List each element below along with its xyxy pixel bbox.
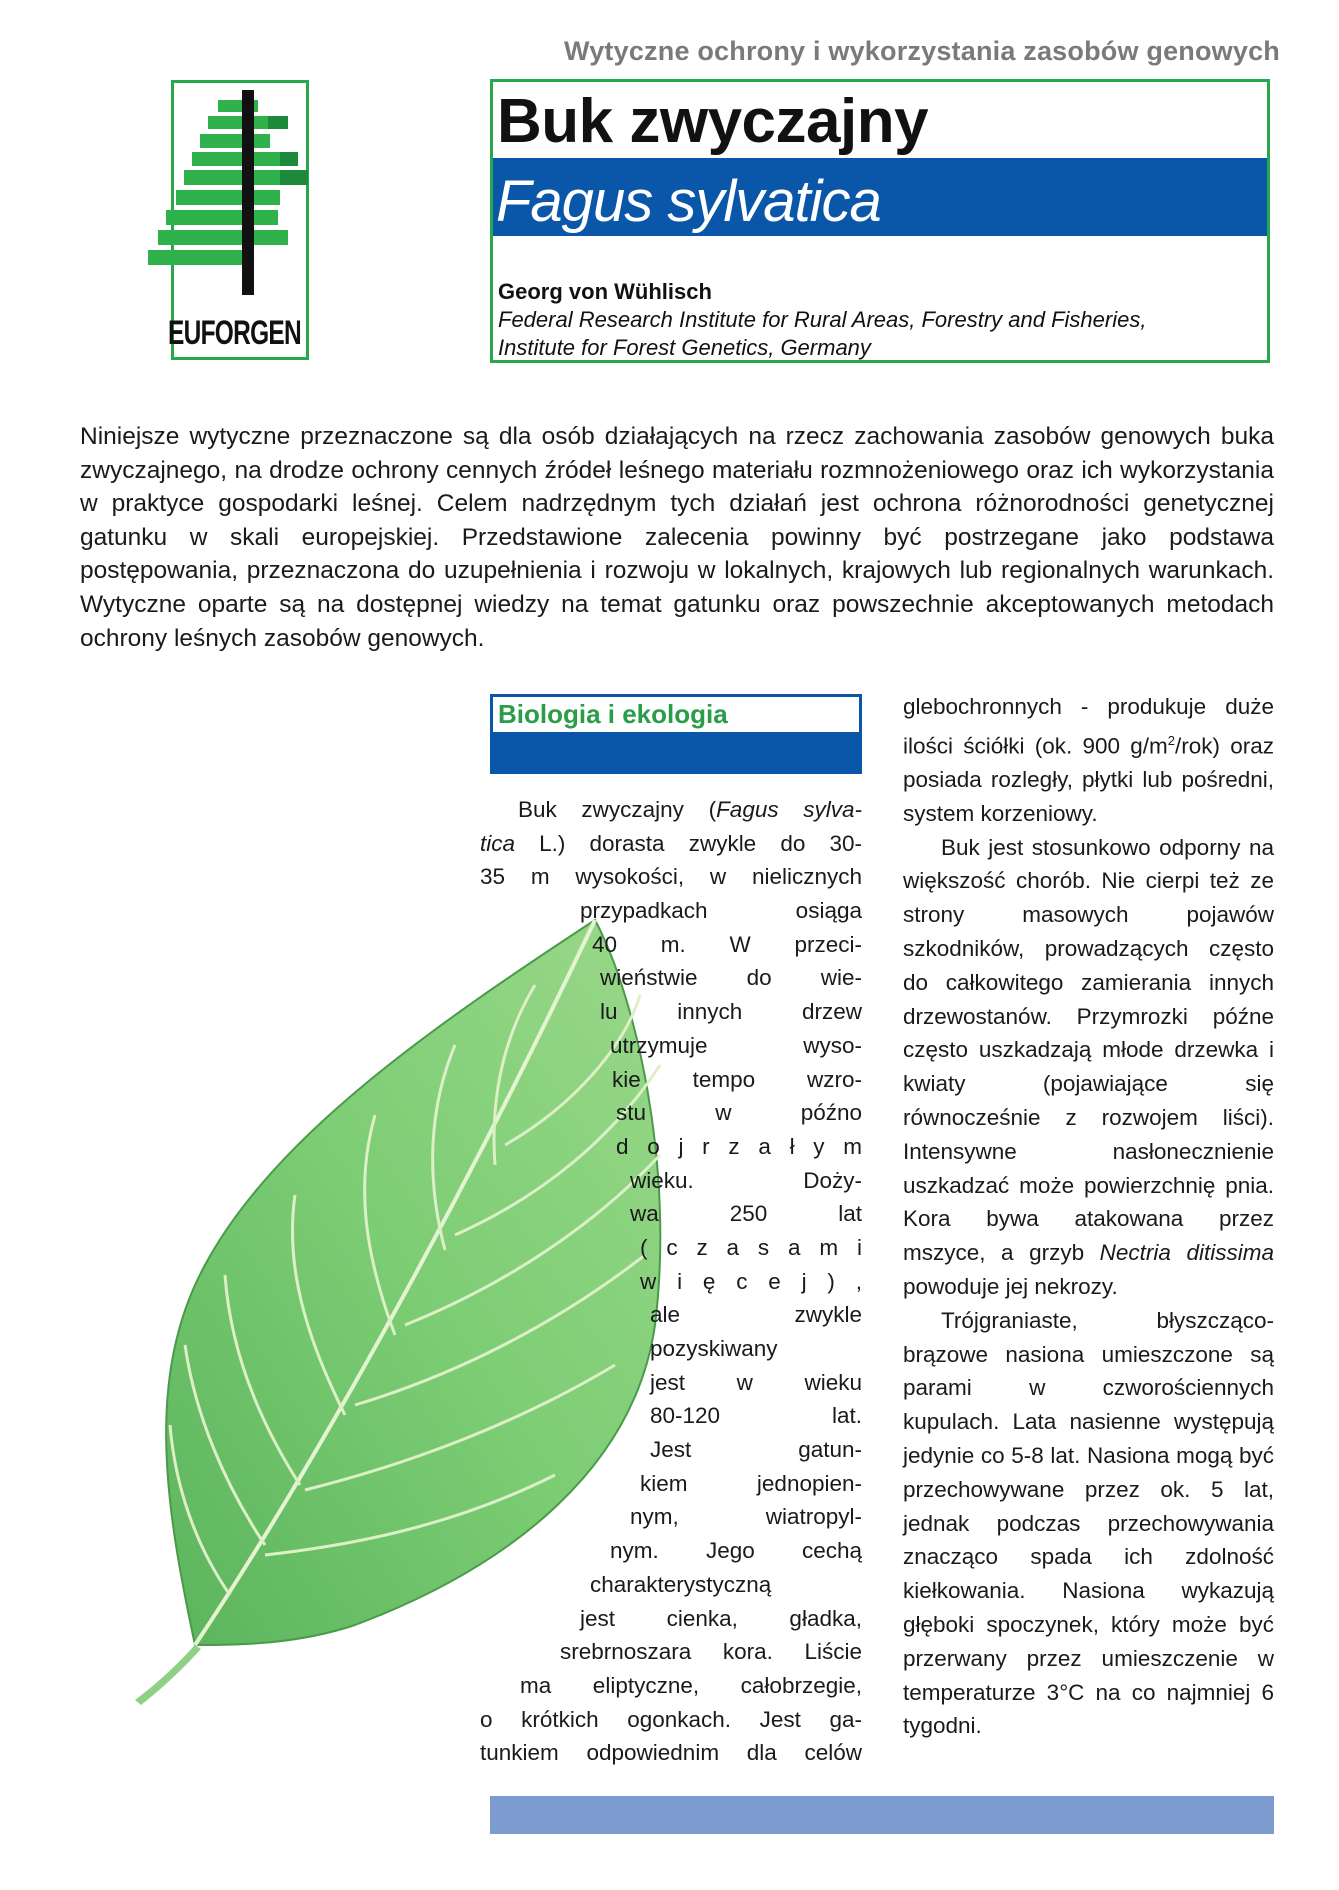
text-segment: jest cienka, gładka, bbox=[580, 1605, 862, 1631]
text-line bbox=[480, 860, 862, 894]
text-line bbox=[480, 1703, 862, 1737]
text-line bbox=[630, 1197, 862, 1231]
text-line bbox=[518, 793, 862, 827]
text-segment: w i ę c e j ) , bbox=[640, 1268, 862, 1294]
text-segment: nym. Jego cechą bbox=[610, 1538, 862, 1564]
text-line bbox=[480, 827, 862, 861]
text-segment: kiem jednopien- bbox=[640, 1470, 862, 1496]
paragraph-text: powoduje jej nekrozy. bbox=[903, 1274, 1118, 1300]
text-segment: jest w wieku bbox=[650, 1369, 862, 1395]
text-segment: tica bbox=[480, 830, 516, 856]
series-title: Wytyczne ochrony i wykorzystania zasobów genowych bbox=[564, 36, 1280, 66]
text-line bbox=[580, 1602, 862, 1636]
paragraph-seeds: Trójgraniaste, błyszcząco-brązowe nasiona umieszczone są parami w czworościennych kupulach. Lata nasienne występują jedynie co 5-8 lat. Nasiona mogą być przechowywane przez ok. 5 lat, jednak podczas przechowywania znacząco spada ich zdolność kiełkowania. Nasiona wykazują głęboki spoczynek, który może być przerwany przez umieszczenie w temperaturze 3°C na co najmniej 6 tygodni. bbox=[903, 1307, 1274, 1739]
section-header-band bbox=[490, 732, 862, 774]
text-segment: ale zwykle bbox=[650, 1302, 862, 1328]
author-name: Georg von Wühlisch bbox=[498, 279, 712, 304]
text-segment: 40 m. W przeci- bbox=[592, 931, 862, 957]
text-segment: nym, wiatropyl- bbox=[630, 1504, 862, 1530]
text-line bbox=[590, 1568, 862, 1602]
affiliation-line-2: Institute for Forest Genetics, Germany bbox=[498, 335, 871, 360]
text-segment: wa 250 lat bbox=[630, 1201, 862, 1227]
tree-logo-icon bbox=[148, 90, 328, 310]
paragraph-text: Buk jest stosunkowo odporny na większość chorób. Nie cierpi też ze strony masowych pojawów szkodników, prowadzących często do całkowitego zamierania innych drzewostanów. Przymrozki późne często uszkadzają młode drzewka i kwiaty (pojawiające się równocześnie z rozwojem liści). Intensywne nasłonecznienie uszkadzać może powierzchnię pnia. Kora bywa atakowana przez mszyce, a grzyb bbox=[903, 834, 1274, 1266]
species-name: Nectria ditissima bbox=[1099, 1240, 1274, 1266]
text-line bbox=[610, 1534, 862, 1568]
text-line bbox=[640, 1231, 862, 1265]
paragraph-mulch bbox=[903, 690, 1274, 831]
text-segment: utrzymuje wyso- bbox=[610, 1032, 862, 1058]
text-line bbox=[650, 1433, 862, 1467]
text-line bbox=[610, 1029, 862, 1063]
latin-name: Fagus sylvatica bbox=[496, 169, 881, 234]
left-text-column bbox=[480, 793, 862, 1770]
text-line bbox=[650, 1399, 862, 1433]
text-segment: o krótkich ogonkach. Jest ga- bbox=[480, 1706, 862, 1732]
affiliation-line-1: Federal Research Institute for Rural Areas, Forestry and Fisheries, bbox=[498, 307, 1147, 332]
text-line bbox=[616, 1130, 862, 1164]
text-segment: Jest gatun- bbox=[650, 1437, 862, 1463]
text-segment: Fagus sylva- bbox=[716, 797, 862, 822]
right-text-column bbox=[903, 690, 1274, 1743]
text-segment: stu w późno bbox=[616, 1100, 862, 1126]
text-line bbox=[600, 995, 862, 1029]
text-line bbox=[580, 894, 862, 928]
paragraph-text: /rok) oraz posiada rozległy, płytki lub pośredni, system korzeniowy. bbox=[903, 733, 1274, 826]
text-segment: 80-120 lat. bbox=[650, 1403, 862, 1429]
text-segment: wieku. Doży- bbox=[630, 1167, 862, 1193]
text-line bbox=[560, 1635, 862, 1669]
text-line bbox=[640, 1265, 862, 1299]
text-line bbox=[520, 1669, 862, 1703]
text-segment: kie tempo wzro- bbox=[612, 1066, 862, 1092]
text-line bbox=[600, 961, 862, 995]
text-line bbox=[592, 928, 862, 962]
text-segment: L.) dorasta zwykle do 30- bbox=[515, 830, 862, 856]
text-segment: charakterystyczną bbox=[590, 1571, 772, 1597]
intro-paragraph: Niniejsze wytyczne przeznaczone są dla osób działających na rzecz zachowania zasobów genowych buka zwyczajnego, na drodze ochrony cennych źródeł leśnego materiału rozmnożeniowego oraz ich wykorzystania w praktyce gospodarki leśnej. Celem nadrzędnym tych działań jest ochrona różnorodności genetycznej gatunku w skali europejskiej. Przedstawione zalecenia powinny być postrzegane jako podstawa postępowania, przeznaczona do uzupełnienia i rozwoju w lokalnych, krajowych lub regionalnych warunkach. Wytyczne oparte są na dostępnej wiedzy na temat gatunku oraz powszechnie akceptowanych metodach ochrony leśnych zasobów genowych. bbox=[80, 423, 1274, 652]
text-segment: lu innych drzew bbox=[600, 999, 862, 1025]
text-line bbox=[612, 1063, 862, 1097]
section-title: Biologia i ekologia bbox=[498, 699, 728, 729]
text-line bbox=[616, 1096, 862, 1130]
footer-bar bbox=[490, 1796, 1274, 1834]
paragraph-diseases bbox=[903, 831, 1274, 1304]
text-line bbox=[640, 1467, 862, 1501]
text-line bbox=[480, 1736, 862, 1770]
paragraph-text: glebochronnych - produkuje duże ilości ściółki (ok. 900 g/m bbox=[903, 694, 1274, 759]
text-segment: ( c z a s a m i bbox=[640, 1234, 862, 1260]
text-line bbox=[630, 1164, 862, 1198]
text-line bbox=[650, 1366, 862, 1400]
text-segment: wieństwie do wie- bbox=[600, 965, 862, 991]
logo-wordmark: EUFORGEN bbox=[168, 314, 301, 352]
text-segment: Buk zwyczajny ( bbox=[518, 797, 717, 822]
text-segment: pozyskiwany bbox=[650, 1336, 778, 1361]
superscript: 2 bbox=[1167, 732, 1175, 748]
text-line bbox=[630, 1500, 862, 1534]
text-segment: d o j r z a ł y m bbox=[616, 1133, 862, 1159]
text-segment: przypadkach osiąga bbox=[580, 898, 862, 924]
text-segment: tunkiem odpowiednim dla celów bbox=[480, 1740, 862, 1766]
text-line bbox=[650, 1298, 862, 1332]
text-segment: ma eliptyczne, całobrzegie, bbox=[520, 1672, 862, 1698]
text-segment: srebrnoszara kora. Liście bbox=[560, 1639, 862, 1665]
text-segment: 35 m wysokości, w nielicznych bbox=[480, 864, 862, 890]
page-title: Buk zwyczajny bbox=[497, 87, 929, 156]
text-line bbox=[650, 1332, 862, 1366]
